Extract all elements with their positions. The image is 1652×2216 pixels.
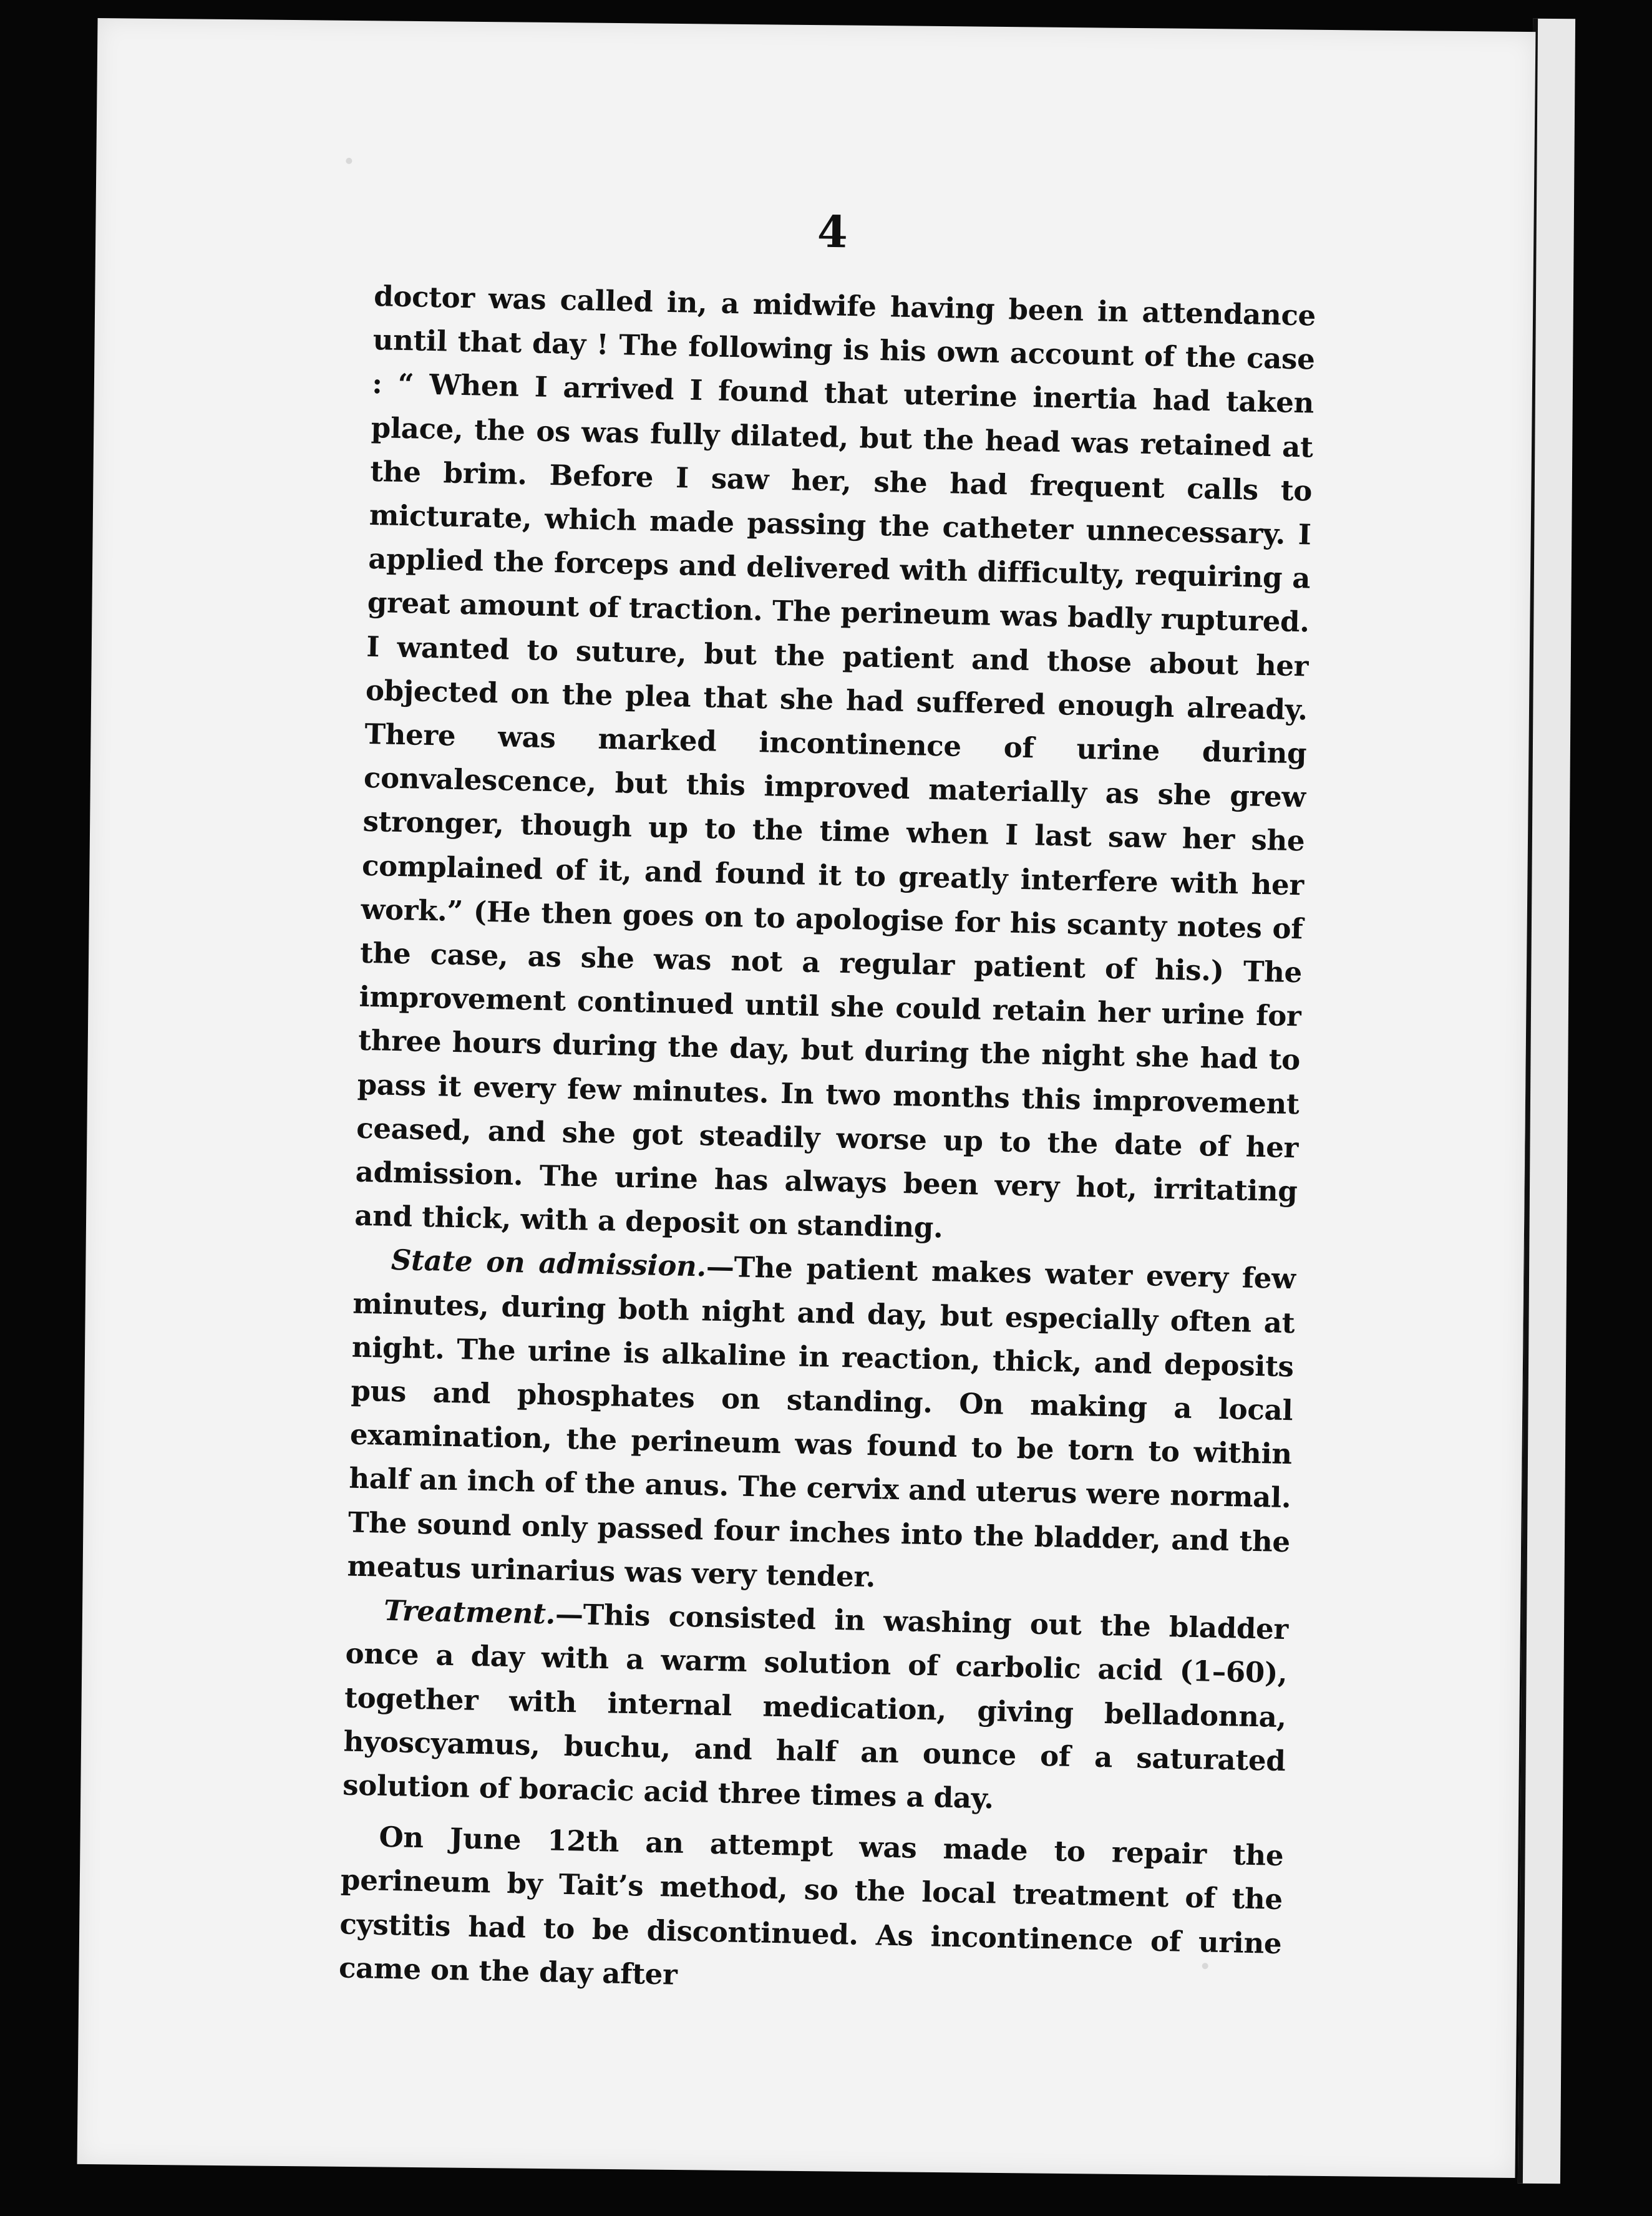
paragraph-text: doctor was called in, a midwife having been in attendance until that day ! The following is his own account of the case : “ When I arrived I found that uterine inertia had taken place, the os was fully dilated, but the head was retained at the brim. Before I saw her, she had frequent calls to micturate, which made passing the catheter unnecessary. I applied the forceps and delivered with difficulty, requiring a great amount of traction. The perineum was badly ruptured. I wanted to suture, but the patient and those about her objected on the plea that she had suffered enough already. There was marked incontinence of urine during convalescence, but this improved materially as she grew stronger, though up to the time when I last saw her she complained of it, and found it to greatly interfere with her work.” (He then goes on to apologise for his scanty notes of the case, as she was not a regular patient of his.) The improvement continued until she could retain her urine for three hours during the day, but during the night she had to pass it every few minutes. In two months this improvement ceased, and she got steadily worse up to the date of her admission. The urine has always been very hot, irritating and thick, with a deposit on standing. [354, 279, 1316, 1245]
section-label-treatment: Treatment. [383, 1593, 556, 1631]
body-text [338, 275, 1316, 2009]
paragraph-text: —This consisted in washing out the bladder once a day with a warm solution of carbolic acid (1–60), together with internal medication, giving belladonna, hyoscyamus, buchu, and half an ounce of a saturated solution of boracic acid three times a day. [342, 1597, 1289, 1815]
paragraph-case-account [354, 275, 1316, 1258]
paragraph-operation [338, 1815, 1284, 2009]
paragraph-state-on-admission [347, 1238, 1296, 1608]
page-number: 4 [817, 205, 848, 258]
paragraph-treatment [343, 1588, 1289, 1827]
paragraph-text: On June 12th an attempt was made to repair the perineum by Tait’s method, so the local treatment of the cystitis had to be discontinued. As incontinence of urine came on the day after [338, 1820, 1284, 1991]
paragraph-text: —The patient makes water every few minutes, during both night and day, but especially often at night. The urine is alkaline in reaction, thick, and deposits pus and phosphates on standing. On making a local examination, the perineum was found to be torn to within half an inch of the anus. The cervix and uterus were normal. The sound only passed four inches into the bladder, and the meatus urinarius was very tender. [347, 1250, 1296, 1594]
section-label-state-on-admission: State on admission. [391, 1243, 707, 1283]
